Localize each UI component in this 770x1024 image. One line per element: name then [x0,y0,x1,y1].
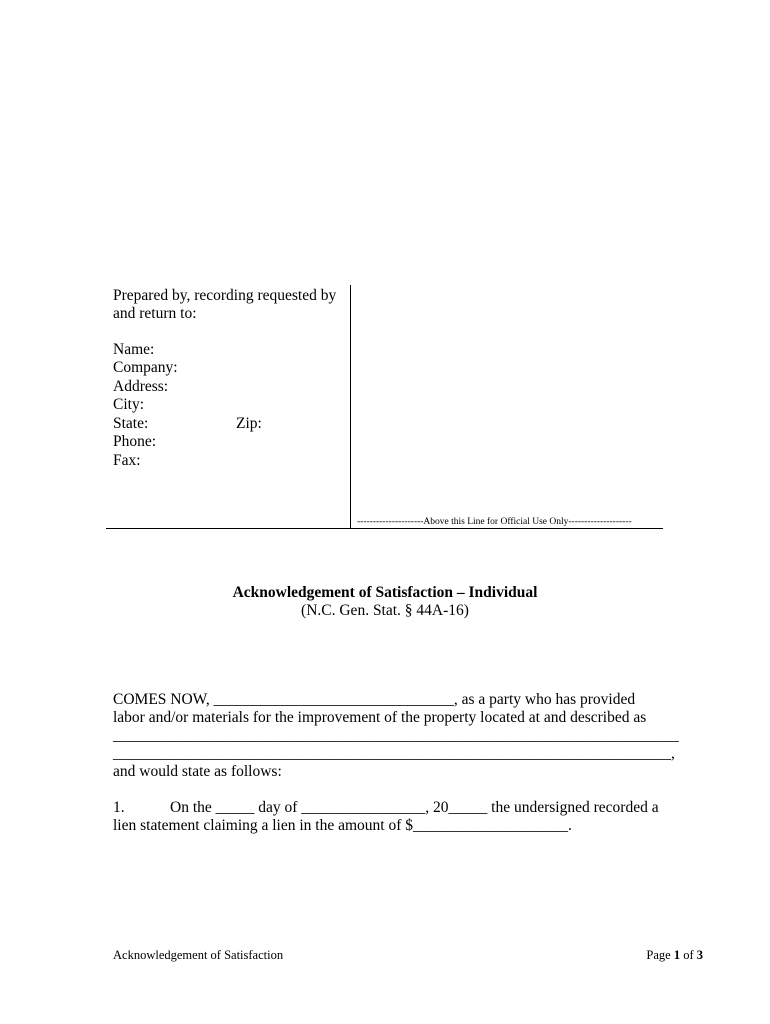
address-label: Address: [113,378,169,395]
company-label: Company: [113,359,178,376]
property-blank-line-2: ________________________________________________________________________, [113,745,675,762]
property-blank-line-1: _________________________________________________________________________ [113,727,679,744]
city-label: City: [113,396,145,413]
state-label: State: [113,415,149,432]
name-label: Name: [113,341,155,358]
page-current: 1 [673,948,681,962]
item-1-line-1: On the _____ day of ________________, 20_____ the undersigned recorded a [170,799,659,816]
page-total: 3 [696,948,703,962]
recording-box-divider [350,285,351,528]
property-description-line: labor and/or materials for the improvement of the property located at and described as [113,709,647,726]
page-number [600,948,703,963]
statute-citation: (N.C. Gen. Stat. § 44A-16) [301,602,469,619]
page-prefix: Page [646,948,674,962]
page-of: of [680,948,697,962]
comes-now-line: COMES NOW, _______________________________, as a party who has provided [113,691,636,708]
document-title: Acknowledgement of Satisfaction – Individual [232,584,538,601]
item-1-number: 1. [113,799,125,816]
official-use-rule [106,528,663,529]
item-1-line-2: lien statement claiming a lien in the amount of $____________________. [113,817,572,834]
zip-label: Zip: [236,415,262,432]
state-as-follows-line: and would state as follows: [113,763,282,780]
return-to-line: and return to: [113,305,197,322]
phone-label: Phone: [113,433,157,450]
fax-label: Fax: [113,452,141,469]
footer-document-name: Acknowledgement of Satisfaction [113,948,284,962]
prepared-by-line: Prepared by, recording requested by [113,287,337,304]
official-use-notice: ---------------------Above this Line for Official Use Only-------------------- [357,517,632,527]
